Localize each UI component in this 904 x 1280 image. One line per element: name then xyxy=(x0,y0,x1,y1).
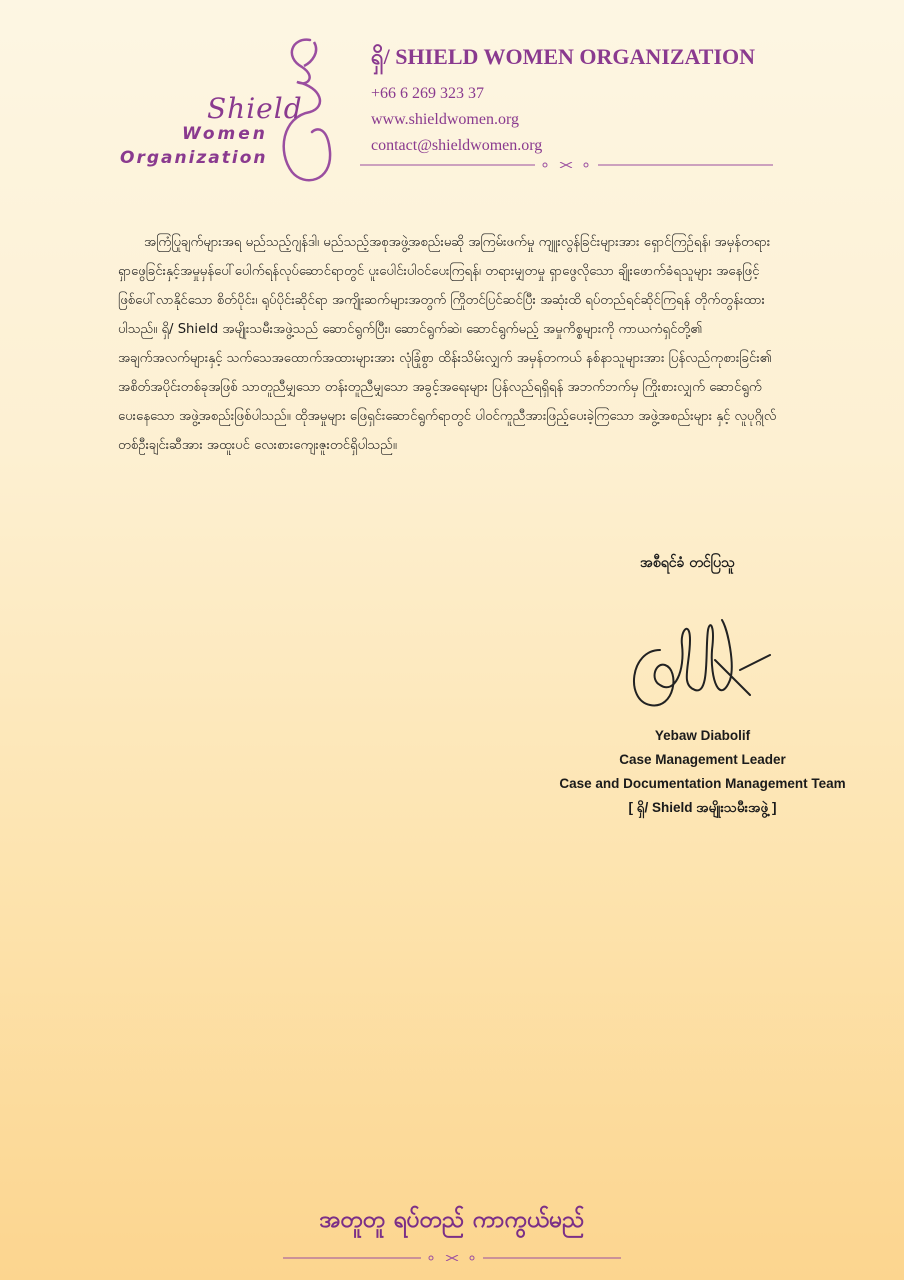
organization-name: ရှိ/ SHIELD WOMEN ORGANIZATION xyxy=(371,44,756,69)
logo-shield-text: Shield xyxy=(207,92,303,125)
signer-team: Case and Documentation Management Team xyxy=(559,776,846,791)
header-divider xyxy=(360,162,773,168)
signer-name: Yebaw Diabolif xyxy=(654,728,751,743)
handwritten-signature xyxy=(620,610,790,720)
phone-number: +66 6 269 323 37 xyxy=(371,85,485,102)
website-link[interactable]: www.shieldwomen.org xyxy=(371,111,519,128)
letter-body xyxy=(118,228,778,460)
signature-block xyxy=(540,724,865,820)
footer-slogan: အတူတူ ရပ်တည် ကာကွယ်မည် xyxy=(319,1207,585,1233)
signer-organization: [ ရှိ/ Shield အမျိုးသမီးအဖွဲ့ ] xyxy=(628,800,777,815)
body-paragraph: အကြံပြုချက်များအရ မည်သည့်ဂျန်ဒါ၊ မည်သည့်အစုအဖွဲ့အစည်းမဆို အကြမ်းဖက်မှု ကျူးလွန်ခြင်းများအား ရှောင်ကြဉ်ရန်၊ အမှန်တရားရှာဖွေခြင်းနှင့်အမှုမှန်ပေါ်ပေါက်ရန်လုပ်ဆောင်ရာတွင် ပူးပေါင်းပါဝင်ပေးကြရန်၊ တရားမျှတမှု ရှာဖွေလိုသော ချိုးဖောက်ခံရသူများ အနေဖြင့် ဖြစ်ပေါ်လာနိုင်သော စိတ်ပိုင်း၊ ရုပ်ပိုင်းဆိုင်ရာ အကျိုးဆက်များအတွက် ကြိုတင်ပြင်ဆင်ပြီး အဆုံးထိ ရပ်တည်ရင်ဆိုင်ကြရန် တိုက်တွန်းထားပါသည်။ ရှိ/ Shield အမျိုးသမီးအဖွဲ့သည် ဆောင်ရွက်ပြီး၊ ဆောင်ရွက်ဆဲ၊ ဆောင်ရွက်မည့် အမှုကိစ္စများကို ကာယကံရှင်တို့၏ အချက်အလက်များနှင့် သက်သေအထောက်အထားများအား လုံခြုံစွာ ထိန်းသိမ်းလျှက် အမှန်တကယ် နစ်နာသူများအား ပြန်လည်ကုစားခြင်း၏ အစိတ်အပိုင်းတစ်ခုအဖြစ် သာတူညီမျှသော တန်းတူညီမျှသော အခွင့်အရေးများ ပြန်လည်ရရှိရန် အဘက်ဘက်မှ ကြိုးစားလျှက် ဆောင်ရွက်ပေးနေသော အဖွဲ့အစည်းဖြစ်ပါသည်။ ထိုအမှုများ ဖြေရှင်းဆောင်ရွက်ရာတွင် ပါဝင်ကူညီအားဖြည့်ပေးခဲ့ကြသော အဖွဲ့အစည်းများ နှင့် လူပုဂ္ဂိုလ် တစ်ဦးချင်းဆီအား အထူးပင် လေးစားကျေးဇူးတင်ရှိပါသည်။ xyxy=(118,235,777,453)
email-link[interactable]: contact@shieldwomen.org xyxy=(371,137,543,154)
footer-divider xyxy=(283,1255,621,1261)
reporter-title: အစီရင်ခံ တင်ပြသူ xyxy=(640,555,735,571)
signer-role: Case Management Leader xyxy=(619,752,786,767)
logo-women-text: Women xyxy=(182,124,268,144)
organization-logo xyxy=(112,32,362,192)
letterhead xyxy=(371,42,755,163)
logo-organization-text: Organization xyxy=(120,148,268,168)
